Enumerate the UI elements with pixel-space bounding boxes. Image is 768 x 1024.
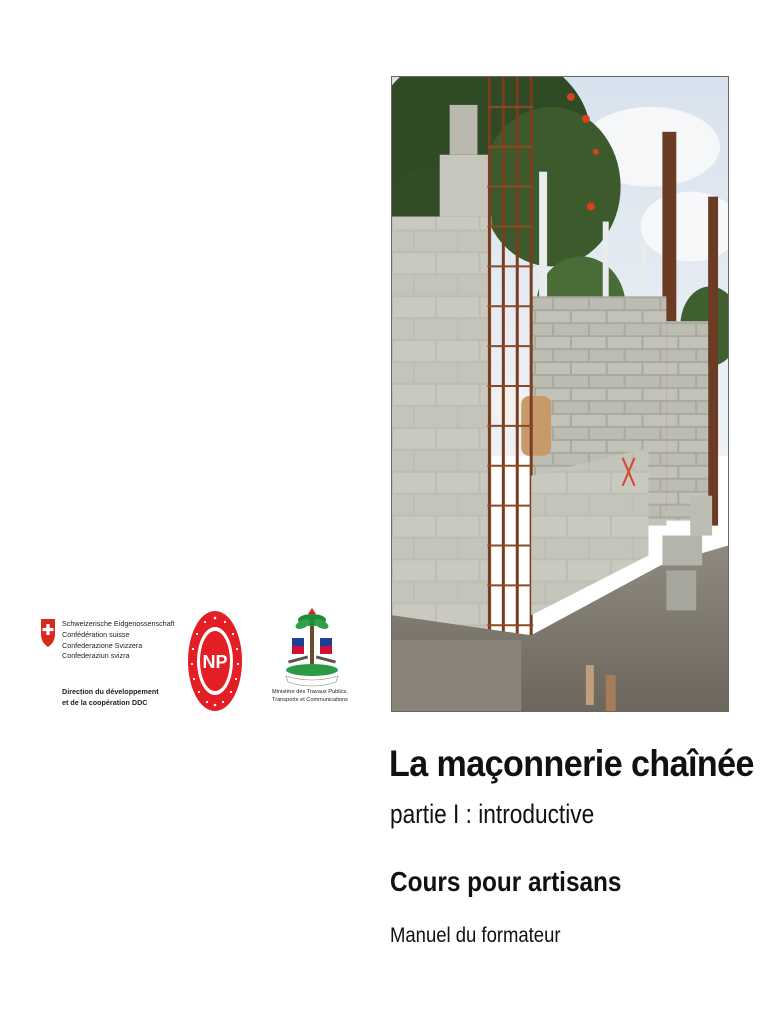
document-subtitle: partie I : introductive [390, 799, 595, 829]
ddc-line-2: et de la coopération DDC [62, 697, 148, 707]
swiss-shield-icon [40, 618, 56, 648]
haiti-coat-of-arms-icon [272, 608, 352, 688]
infp-seal-icon [187, 609, 243, 713]
swiss-name-it: Confederazione Svizzera [62, 640, 143, 650]
ddc-line-1: Direction du développement [62, 687, 159, 696]
manual-label: Manuel du formateur [390, 924, 561, 947]
construction-photo-illustration [392, 77, 728, 711]
ddc-name [62, 687, 159, 709]
mtptc-line-1: Ministère des Travaux Publics, [272, 689, 348, 695]
swiss-confederation-names [62, 619, 175, 662]
mtptc-logo [272, 608, 352, 712]
mtptc-line-2: Transports et Communications [272, 697, 348, 703]
cover-photo [391, 76, 729, 712]
swiss-name-de: Schweizerische Eidgenossenschaft [62, 619, 175, 628]
document-title: La maçonnerie chaînée [389, 743, 754, 784]
mtptc-caption [272, 688, 352, 704]
infp-logo [187, 609, 243, 713]
swiss-name-fr: Confédération suisse [62, 629, 130, 639]
course-heading: Cours pour artisans [390, 866, 622, 897]
swiss-name-rm: Confederaziun svizra [62, 651, 130, 661]
swiss-confederation-logo [40, 616, 190, 716]
svg-text:NP: NP [202, 652, 228, 672]
